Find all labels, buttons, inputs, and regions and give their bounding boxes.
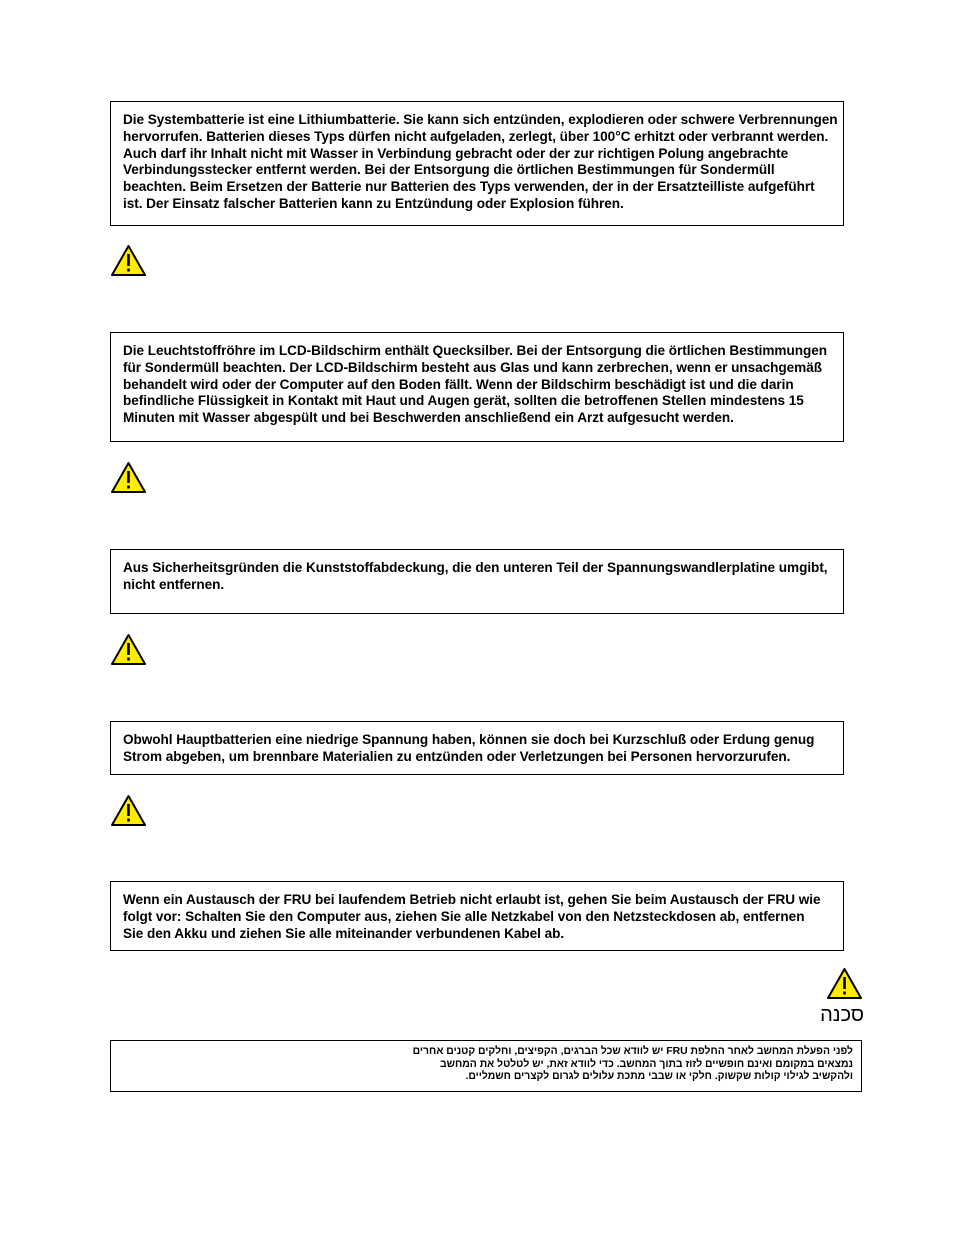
- warning-text-line: ist. Der Einsatz falscher Batterien kann zu Entzündung oder Explosion führen.: [123, 195, 624, 211]
- warning-text-line: נמצאים במקומם ואינם חופשיים לזוז בתוך המחשב. כדי לוודא זאת, יש לטלטל את המחשב: [439, 1058, 853, 1070]
- warning-box-battery: [110, 101, 844, 226]
- warning-triangle-icon: [110, 633, 147, 666]
- warning-box-fru: [110, 881, 844, 951]
- warning-text-line: Wenn ein Austausch der FRU bei laufendem Betrieb nicht erlaubt ist, gehen Sie beim Austausch der FRU wie: [123, 892, 821, 907]
- warning-box-hebrew: [110, 1040, 862, 1092]
- warning-text-line: folgt vor: Schalten Sie den Computer aus, ziehen Sie alle Netzkabel von den Netzsteckdosen ab, entfernen: [123, 908, 805, 924]
- warning-triangle-icon: [110, 244, 147, 277]
- warning-text-line: Strom abgeben, um brennbare Materialien zu entzünden oder Verletzungen bei Personen hervorzurufen.: [123, 748, 791, 764]
- warning-text-line: Die Systembatterie ist eine Lithiumbatterie. Sie kann sich entzünden, explodieren oder schwere Verbrennungen: [123, 112, 838, 127]
- warning-text-line: Verbindungsstecker entfernt werden. Bei der Entsorgung die örtlichen Bestimmungen für Sondermüll: [123, 162, 775, 178]
- warning-text-line: nicht entfernen.: [123, 576, 225, 592]
- warning-text-line: hervorrufen. Batterien dieses Typs dürfen nicht aufgeladen, zerlegt, über 100°C erhitzt oder verbrannt werden.: [123, 128, 829, 144]
- warning-triangle-icon: [110, 794, 147, 827]
- warning-box-main-battery: [110, 721, 844, 775]
- warning-text-line: befindliche Flüssigkeit in Kontakt mit Haut und Augen gerät, sollten die betroffenen Stellen mindestens 15: [123, 393, 804, 409]
- warning-text-line: behandelt wird oder der Computer auf den Boden fällt. Wenn der Bildschirm beschädigt ist und die darin: [123, 376, 794, 392]
- warning-triangle-icon: [826, 967, 863, 1000]
- warning-triangle-icon: [110, 461, 147, 494]
- warning-text-line: Aus Sicherheitsgründen die Kunststoffabdeckung, die den unteren Teil der Spannungswandlerplatine umgibt,: [123, 560, 828, 575]
- warning-text-line: für Sondermüll beachten. Der LCD-Bildschirm besteht aus Glas und kann zerbrechen, wenn er unsachgemäß: [123, 359, 822, 375]
- hebrew-danger-label: סכנה: [820, 1004, 864, 1026]
- warning-text-line: beachten. Beim Ersetzen der Batterie nur Batterien des Typs verwenden, der in der Ersatzteilliste aufgeführt: [123, 179, 815, 195]
- warning-text-line: Sie den Akku und ziehen Sie alle miteinander verbundenen Kabel ab.: [123, 925, 565, 941]
- warning-text-line: Obwohl Hauptbatterien eine niedrige Spannung haben, können sie doch bei Kurzschluß oder Erdung genug: [123, 732, 815, 747]
- warning-text-line: ולהקשיב לגילוי קולות שקשוק. חלקי או שבבי מתכת עלולים לגרום לקצרים חשמליים.: [465, 1071, 853, 1083]
- warning-box-lcd: [110, 332, 844, 442]
- warning-box-cover: [110, 549, 844, 614]
- warning-text-line: לפני הפעלת המחשב לאחר החלפת FRU יש לוודא שכל הברגים, הקפיצים, וחלקים קטנים אחרים: [412, 1046, 853, 1057]
- warning-text-line: Minuten mit Wasser abgespült und bei Beschwerden anschließend ein Arzt aufgesucht werden.: [123, 410, 734, 426]
- warning-text-line: Die Leuchtstoffröhre im LCD-Bildschirm enthält Quecksilber. Bei der Entsorgung die örtlichen Bestimmungen: [123, 343, 827, 358]
- warning-text-line: Auch darf ihr Inhalt nicht mit Wasser in Verbindung gebracht oder der zur richtigen Polung angebrachte: [123, 145, 789, 161]
